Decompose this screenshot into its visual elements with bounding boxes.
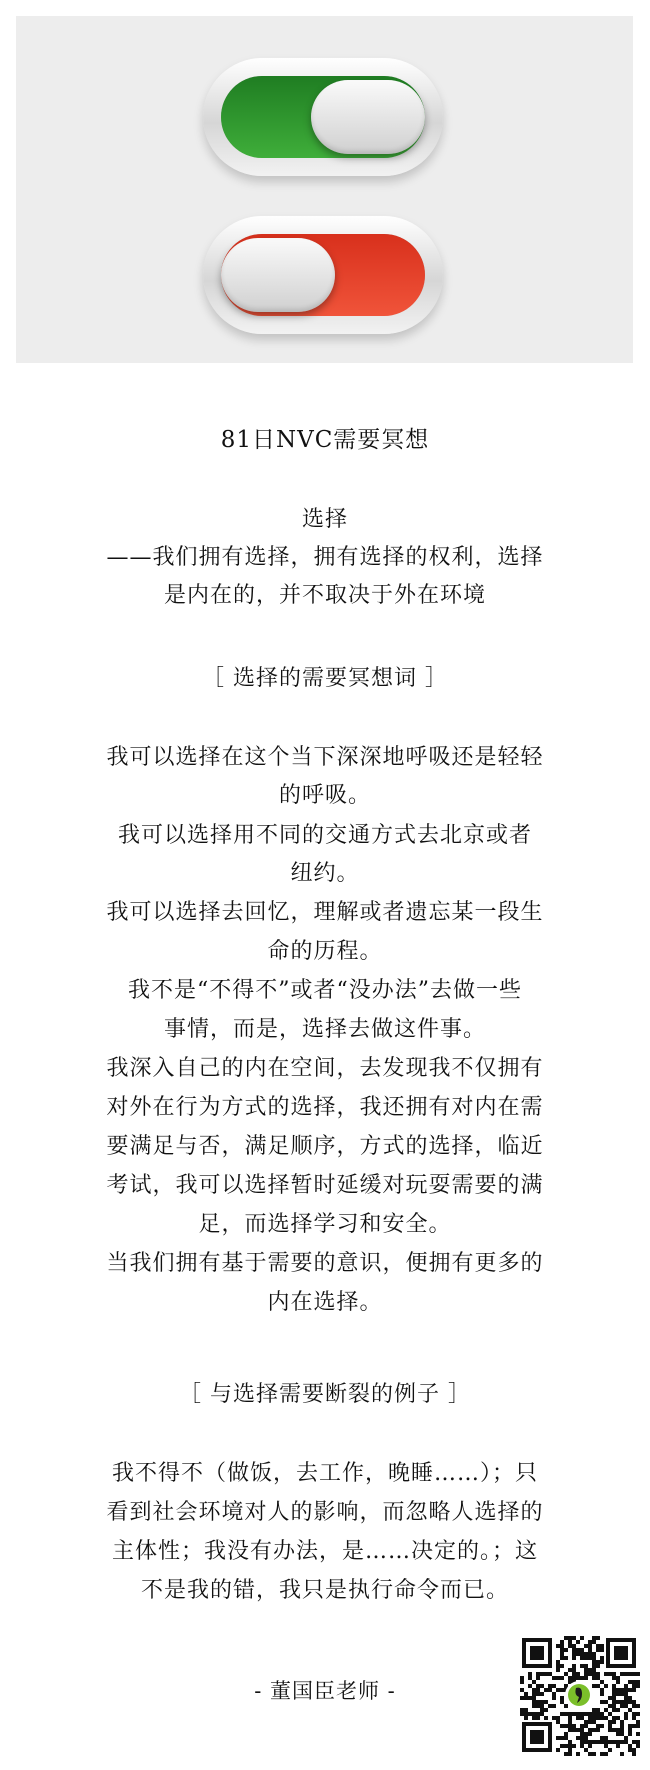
meditation-line: 对外在行为方式的选择，我还拥有对内在需 [106,1095,544,1120]
toggle-off-icon [203,216,443,334]
hero-image [16,16,633,363]
section-title: ［ 与选择需要断裂的例子 ］ [179,1382,471,1407]
page-title: 81日NVC需要冥想 [220,427,430,453]
qr-code-icon[interactable] [518,1634,640,1756]
meditation-line: 我可以选择用不同的交通方式去北京或者 [117,823,532,848]
toggle-on-icon [203,58,443,176]
meditation-line: 考试，我可以选择暂时延缓对玩耍需要的满 [106,1173,544,1198]
meditation-line: 我深入自己的内在空间，去发现我不仅拥有 [106,1056,544,1081]
example-line: 主体性；我没有办法，是……决定的。；这 [111,1539,538,1564]
meditation-line: 我不是“不得不”或者“没办法”去做一些 [128,978,522,1003]
subtitle-line: 是内在的，并不取决于外在环境 [163,583,486,608]
example-line: 不是我的错，我只是执行命令而已。 [140,1578,509,1603]
subtitle-line: ——我们拥有选择，拥有选择的权利，选择 [106,545,544,570]
meditation-line: 的呼吸。 [278,783,371,808]
toggle-knob [221,238,335,312]
meditation-line: 事情，而是，选择去做这件事。 [163,1017,486,1042]
heading: 选择 [301,507,348,532]
meditation-line: 我可以选择在这个当下深深地呼吸还是轻轻 [106,745,544,770]
toggle-knob [311,80,425,154]
meditation-line: 当我们拥有基于需要的意识，便拥有更多的 [106,1251,544,1276]
meditation-line: 命的历程。 [267,939,383,964]
meditation-line: 纽约。 [290,861,360,886]
meditation-line: 内在选择。 [267,1290,383,1315]
author: - 董国臣老师 - [254,1679,396,1703]
example-line: 我不得不（做饭，去工作，晚睡……）；只 [111,1461,538,1486]
meditation-line: 要满足与否，满足顺序，方式的选择，临近 [106,1134,544,1159]
meditation-line: 我可以选择去回忆，理解或者遗忘某一段生 [106,900,544,925]
section-title: ［ 选择的需要冥想词 ］ [202,666,448,691]
meditation-line: 足，而选择学习和安全。 [198,1212,452,1237]
example-line: 看到社会环境对人的影响，而忽略人选择的 [106,1500,544,1525]
